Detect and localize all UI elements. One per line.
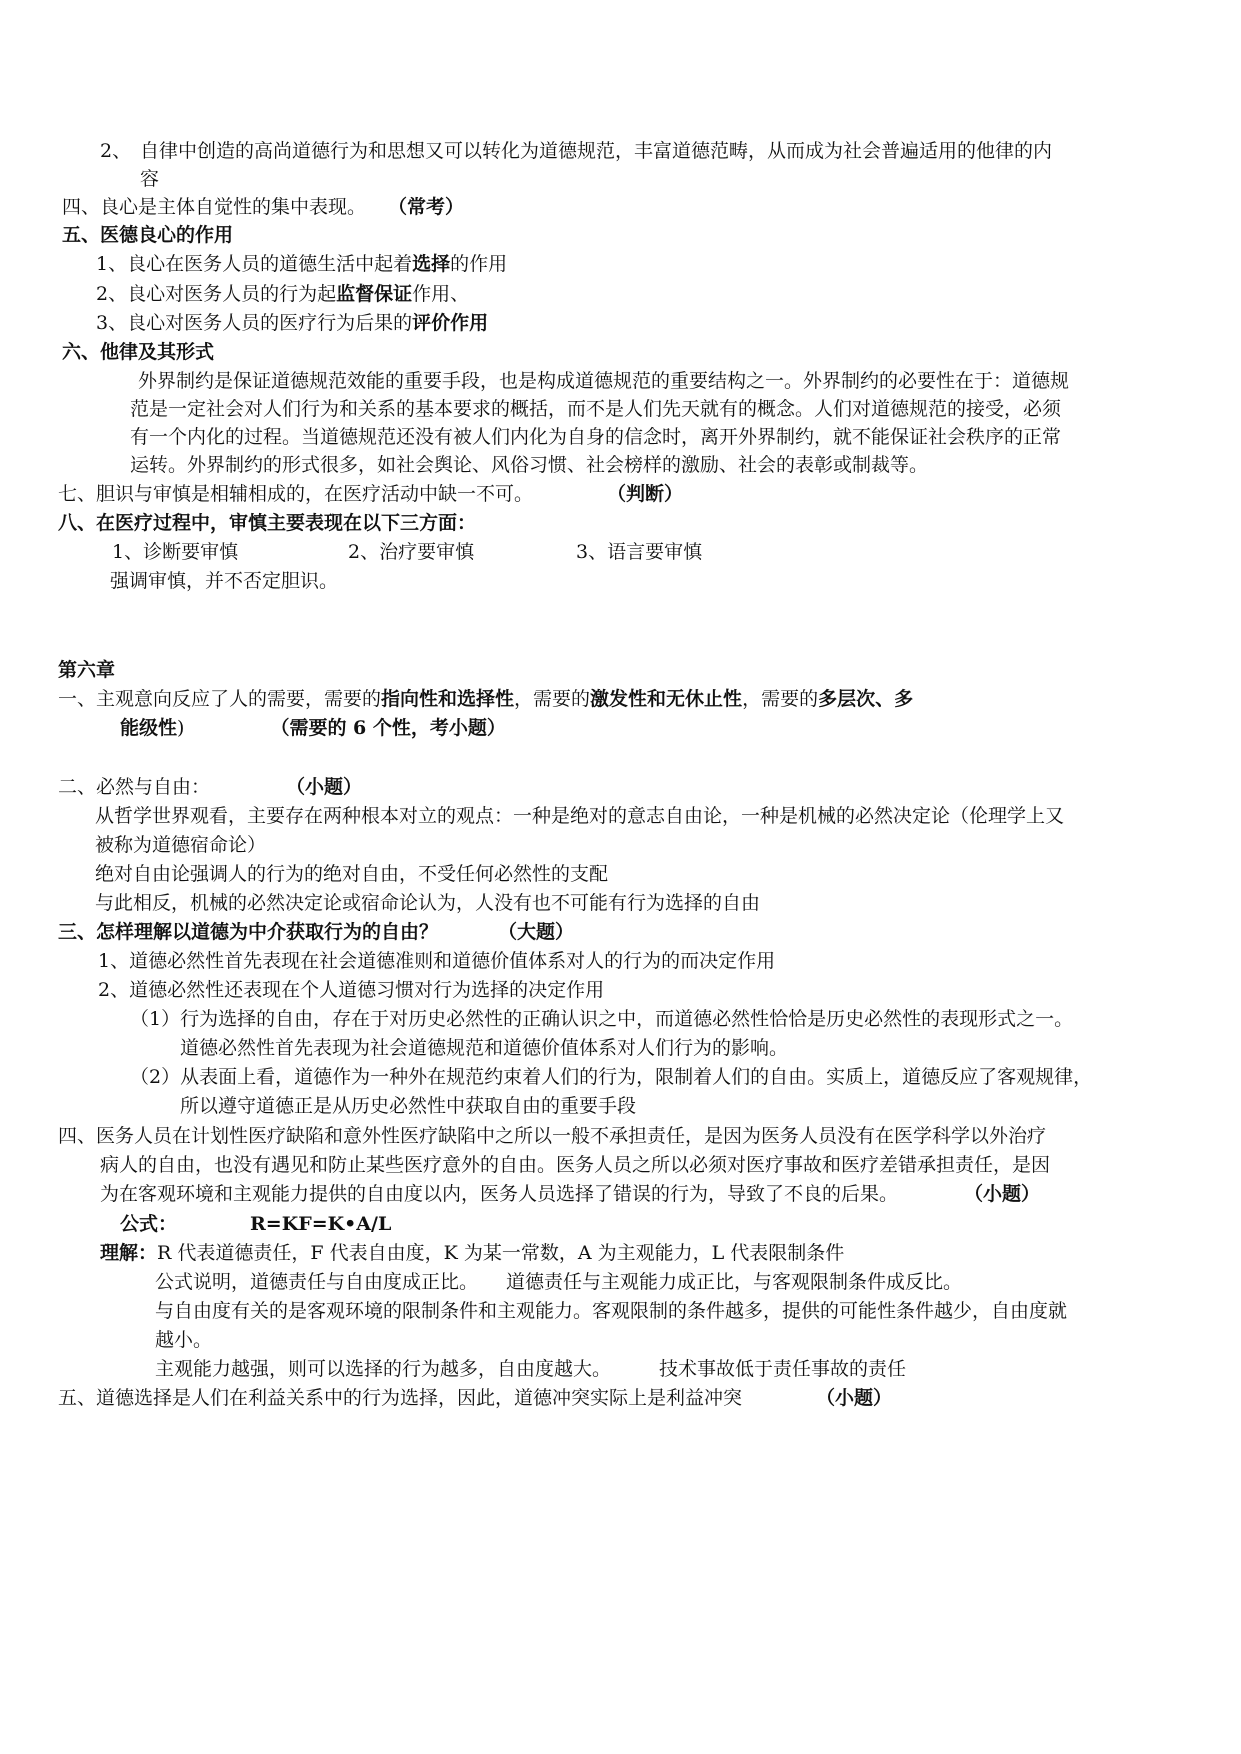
list-text: 1、良心在医务人员的道德生活中起着 xyxy=(96,253,413,275)
section-heading: 五、医德良心的作用 xyxy=(62,224,234,246)
exam-tag: （判断） xyxy=(607,483,684,505)
paragraph-line: 与自由度有关的是客观环境的限制条件和主观能力。客观限制的条件越多，提供的可能性条件越少，自由度就 xyxy=(155,1300,1068,1322)
paragraph-line: 外界制约是保证道德规范效能的重要手段，也是构成道德规范的重要结构之一。外界制约的必要性在于：道德规 xyxy=(138,370,1070,392)
sub-item-cont: 道德必然性首先表现为社会道德规范和道德价值体系对人们行为的影响。 xyxy=(180,1037,789,1059)
paragraph-line: 运转。外界制约的形式很多，如社会舆论、风俗习惯、社会榜样的激励、社会的表彰或制裁等。 xyxy=(130,454,929,476)
paragraph-line: 范是一定社会对人们行为和关系的基本要求的概括，而不是人们先天就有的概念。人们对道德规范的接受，必须 xyxy=(130,398,1062,420)
list-text: 作用、 xyxy=(412,283,470,305)
exam-tag: （小题） xyxy=(816,1387,893,1409)
note-line: 强调审慎，并不否定胆识。 xyxy=(110,570,339,592)
exam-tag: （大题） xyxy=(498,921,575,943)
paragraph-line: 从哲学世界观看，主要存在两种根本对立的观点：一种是绝对的意志自由论，一种是机械的必然决定论（伦理学上又 xyxy=(95,805,1065,827)
paragraph-line: 有一个内化的过程。当道德规范还没有被人们内化为自身的信念时，离开外界制约，就不能保证社会秩序的正常 xyxy=(130,426,1062,448)
section-text: ，需要的 xyxy=(514,688,591,710)
chapter-title: 第六章 xyxy=(58,659,116,681)
section-text: 四、良心是主体自觉性的集中表现。 xyxy=(62,196,367,218)
understanding-line xyxy=(100,1241,844,1265)
section-four xyxy=(62,195,464,219)
exam-tag: （小题） xyxy=(286,776,363,798)
sub-item: （1）行为选择的自由，存在于对历史必然性的正确认识之中，而道德必然性恰恰是历史必然性的表现形式之一。 xyxy=(130,1008,1074,1030)
section-heading: 八、在医疗过程中，审慎主要表现在以下三方面： xyxy=(58,512,477,534)
section-one xyxy=(58,687,913,711)
paragraph-line: 与此相反，机械的必然决定论或宿命论认为，人没有也不可能有行为选择的自由 xyxy=(95,892,761,914)
paragraph-line xyxy=(155,1270,962,1294)
paragraph-line: 绝对自由论强调人的行为的绝对自由，不受任何必然性的支配 xyxy=(95,863,609,885)
emphasis-text: 多层次、多 xyxy=(818,688,914,710)
exam-tag: （小题） xyxy=(964,1183,1041,1205)
exam-tag: （常考） xyxy=(388,196,465,218)
section-heading: 三、怎样理解以道德为中介获取行为的自由？ xyxy=(58,921,439,943)
section-text: 五、道德选择是人们在利益关系中的行为选择，因此，道德冲突实际上是利益冲突 xyxy=(58,1387,743,1409)
paragraph-line: 被称为道德宿命论） xyxy=(95,834,267,856)
emphasis-text: 监督保证 xyxy=(336,283,413,305)
paragraph-line: 越小。 xyxy=(155,1329,213,1351)
section-text: 主观能力越强，则可以选择的行为越多，自由度越大。 xyxy=(155,1358,612,1380)
section-heading: 六、他律及其形式 xyxy=(62,341,215,363)
section-text: R 代表道德责任，F 代表自由度，K 为某一常数，A 为主观能力，L 代表限制条件 xyxy=(157,1242,845,1264)
emphasis-text: 能级性 xyxy=(120,717,178,739)
sub-item-cont: 所以遵守道德正是从历史必然性中获取自由的重要手段 xyxy=(180,1095,637,1117)
list-item xyxy=(96,311,488,335)
exam-tag: （需要的 6 个性，考小题） xyxy=(270,717,506,739)
emphasis-text: 选择 xyxy=(412,253,451,275)
list-item: 1、道德必然性首先表现在社会道德准则和道德价值体系对人的行为的而决定作用 xyxy=(98,950,776,972)
section-text: 二、必然与自由： xyxy=(58,776,211,798)
paragraph-line xyxy=(100,1182,1040,1206)
section-five xyxy=(58,1386,892,1410)
emphasis-text: 指向性和选择性 xyxy=(381,688,515,710)
item-number: 2、 xyxy=(100,140,132,162)
section-seven xyxy=(58,482,683,506)
section-text: 一、主观意向反应了人的需要，需要的 xyxy=(58,688,382,710)
list-item: 1、诊断要审慎 xyxy=(112,541,239,563)
section-text: ) xyxy=(177,717,185,739)
understanding-label: 理解： xyxy=(100,1242,158,1264)
formula: R=KF=K•A/L xyxy=(250,1213,392,1235)
section-text: ，需要的 xyxy=(742,688,819,710)
list-item: 2、治疗要审慎 xyxy=(348,541,475,563)
list-item xyxy=(96,252,507,276)
section-three xyxy=(58,920,574,944)
paragraph-line xyxy=(155,1357,906,1381)
emphasis-text: 激发性和无休止性 xyxy=(590,688,743,710)
list-item: 3、语言要审慎 xyxy=(576,541,703,563)
section-text: 为在客观环境和主观能力提供的自由度以内，医务人员选择了错误的行为，导致了不良的后果。 xyxy=(100,1183,899,1205)
sub-item: （2）从表面上看，道德作为一种外在规范约束着人们的行为，限制着人们的自由。实质上，道德反应了客观规律， xyxy=(130,1066,1093,1088)
section-text: 公式说明，道德责任与自由度成正比。 xyxy=(155,1271,479,1293)
list-text: 3、良心对医务人员的医疗行为后果的 xyxy=(96,312,413,334)
list-text: 的作用 xyxy=(450,253,508,275)
list-text: 2、良心对医务人员的行为起 xyxy=(96,283,337,305)
paragraph-line: 四、医务人员在计划性医疗缺陷和意外性医疗缺陷中之所以一般不承担责任，是因为医务人员没有在医学科学以外治疗 xyxy=(58,1125,1047,1147)
section-two xyxy=(58,775,362,799)
paragraph-line: 容 xyxy=(140,168,160,190)
list-item xyxy=(96,282,469,306)
section-text: 技术事故低于责任事故的责任 xyxy=(659,1358,907,1380)
section-one-cont xyxy=(120,716,506,740)
list-item: 2、道德必然性还表现在个人道德习惯对行为选择的决定作用 xyxy=(98,979,605,1001)
paragraph-line: 病人的自由，也没有遇见和防止某些医疗意外的自由。医务人员之所以必须对医疗事故和医疗差错承担责任，是因 xyxy=(100,1154,1051,1176)
paragraph-line: 自律中创造的高尚道德行为和思想又可以转化为道德规范，丰富道德范畴，从而成为社会普遍适用的他律的内 xyxy=(140,140,1053,162)
section-text: 七、胆识与审慎是相辅相成的，在医疗活动中缺一不可。 xyxy=(58,483,534,505)
emphasis-text: 评价作用 xyxy=(412,312,489,334)
formula-label: 公式： xyxy=(120,1213,178,1235)
section-text: 道德责任与主观能力成正比，与客观限制条件成反比。 xyxy=(506,1271,963,1293)
